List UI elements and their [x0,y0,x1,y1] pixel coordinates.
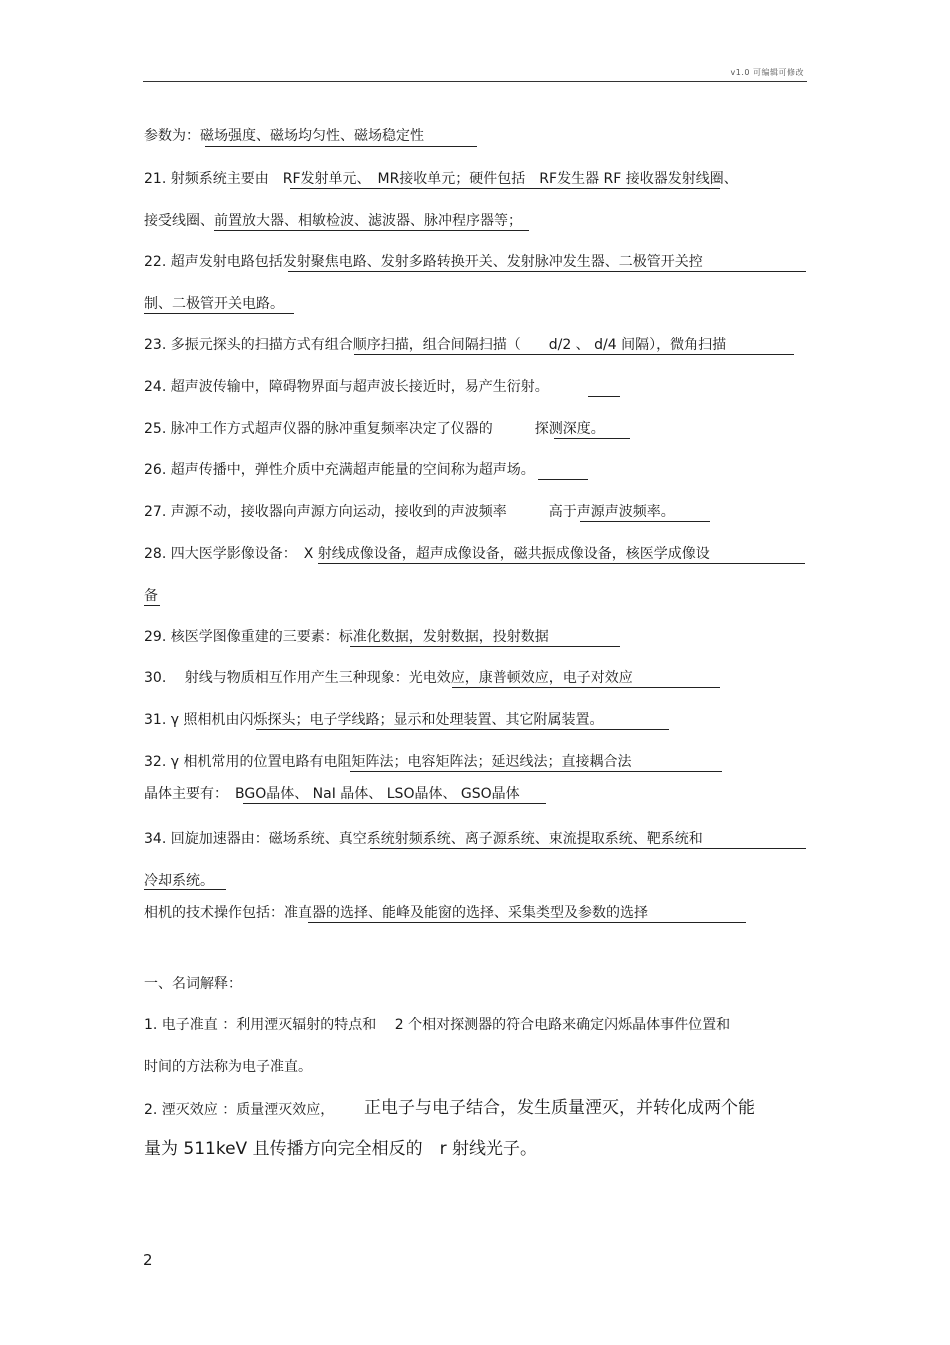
text-line-15: 31. γ 照相机由闪烁探头；电子学线路；显示和处理装置、其它附属装置。 [144,712,604,728]
text-line-10: 27. 声源不动，接收器向声源方向运动，接收到的声波频率 高于声源声波频率。 [144,504,675,520]
answer-underline [452,687,720,688]
answer-underline [243,803,546,804]
answer-underline [554,438,630,439]
text-line-8: 25. 脉冲工作方式超声仪器的脉冲重复频率决定了仪器的 探测深度。 [144,421,605,437]
text-line-1: 参数为：磁场强度、磁场均匀性、磁场稳定性 [144,128,424,144]
answer-underline [350,646,620,647]
answer-underline [144,313,294,314]
text-line-9: 26. 超声传播中，弹性介质中充满超声能量的空间称为超声场。 [144,462,535,478]
answer-underline [290,188,720,189]
text-line-25: 量为 511keV 且传播方向完全相反的 r 射线光子。 [144,1139,537,1159]
page-number: 2 [143,1251,153,1269]
text-line-20: 相机的技术操作包括：准直器的选择、能峰及能窗的选择、采集类型及参数的选择 [144,905,648,921]
answer-underline [580,521,710,522]
answer-underline [588,396,620,397]
text-line-16: 32. γ 相机常用的位置电路有电阻矩阵法；电容矩阵法；延迟线法；直接耦合法 [144,754,632,770]
text-line-2: 21. 射频系统主要由 RF发射单元、 MR接收单元；硬件包括 RF发生器 RF 接收器发射线圈、 [144,171,738,187]
text-line-13: 29. 核医学图像重建的三要素：标准化数据，发射数据，投射数据 [144,629,549,645]
answer-underline [354,354,794,355]
text-line-4: 22. 超声发射电路包括发射聚焦电路、发射多路转换开关、发射脉冲发生器、二极管开关控 [144,254,703,270]
answer-underline [288,271,806,272]
text-line-17: 晶体主要有： BGO晶体、 NaI 晶体、 LSO晶体、 GSO晶体 [144,786,520,802]
answer-underline [318,563,805,564]
text-line-6: 23. 多振元探头的扫描方式有组合顺序扫描，组合间隔扫描（ d/2 、 d/4 间隔），微角扫描 [144,337,727,353]
answer-underline [256,729,669,730]
answer-underline [308,922,746,923]
answer-underline [214,230,529,231]
answer-underline [350,771,722,772]
text-line-18: 34. 回旋加速器由：磁场系统、真空系统射频系统、离子源系统、束流提取系统、靶系统和 [144,831,703,847]
answer-underline [538,479,588,480]
section-heading: 一、名词解释： [144,976,242,992]
header-version-note: v1.0 可编辑可修改 [730,68,804,77]
text-line-23: 时间的方法称为电子准直。 [144,1059,312,1075]
answer-underline [144,605,160,606]
text-line-11: 28. 四大医学影像设备： X 射线成像设备，超声成像设备，磁共振成像设备，核医学成像设 [144,546,710,562]
text-line-24a: 2. 湮灭效应 ：质量湮灭效应， [144,1102,335,1118]
answer-underline [205,146,477,147]
text-line-14: 30. 射线与物质相互作用产生三种现象：光电效应，康普顿效应，电子对效应 [144,670,633,686]
text-line-12: 备 [144,588,158,604]
text-line-24b: 正电子与电子结合，发生质量湮灭，并转化成两个能 [364,1098,755,1118]
text-line-7: 24. 超声波传输中，障碍物界面与超声波长接近时，易产生衍射。 [144,379,549,395]
header-rule [143,81,807,82]
answer-underline [370,848,806,849]
text-line-5: 制、二极管开关电路。 [144,296,284,312]
text-line-22: 1. 电子准直 ：利用湮灭辐射的特点和 2 个相对探测器的符合电路来确定闪烁晶体事件位置和 [144,1017,731,1033]
text-line-19: 冷却系统。 [144,873,214,889]
text-line-3: 接受线圈、前置放大器、相敏检波、滤波器、脉冲程序器等； [144,213,522,229]
answer-underline [144,889,226,890]
